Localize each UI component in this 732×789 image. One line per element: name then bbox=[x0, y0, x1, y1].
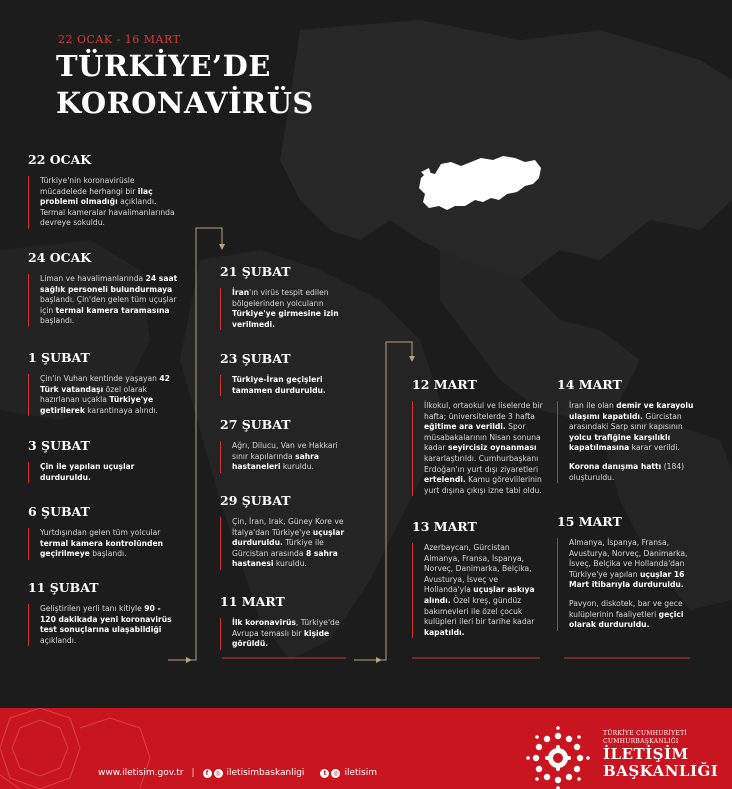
event-date: 23 ŞUBAT bbox=[220, 351, 291, 366]
event-body bbox=[412, 401, 552, 496]
event-body bbox=[28, 528, 178, 560]
org-subtitle bbox=[603, 730, 687, 746]
org-name-line-1: İLETİŞİM bbox=[603, 745, 689, 763]
event-date: 12 MART bbox=[412, 377, 477, 392]
event-date: 6 ŞUBAT bbox=[28, 504, 90, 519]
event-date: 21 ŞUBAT bbox=[220, 264, 291, 279]
facebook-icon[interactable]: f bbox=[203, 769, 212, 778]
instagram-icon[interactable]: ◎ bbox=[333, 769, 339, 777]
event-text: Çin ile yapılan uçuşlar durduruldu. bbox=[40, 462, 135, 482]
event-text: Almanya, İspanya, Fransa, Avusturya, Norveç, Danimarka, İsveç, Belçika ve Hollanda'dan Türkiye'ye yapılan uçuşlar 16 Mart itibarıyla durduruldu. bbox=[569, 538, 688, 590]
event-22-ocak bbox=[28, 152, 178, 229]
event-text: Türkiye-İran geçişleri tamamen durduruldu. bbox=[232, 375, 326, 395]
event-23-subat bbox=[220, 351, 355, 396]
event-date: 11 ŞUBAT bbox=[28, 580, 99, 595]
website-link[interactable]: www.iletisim.gov.tr bbox=[98, 768, 184, 778]
event-15-mart bbox=[557, 514, 697, 631]
org-top-line-2: CUMHURBAŞKANLIĞI bbox=[603, 738, 679, 745]
event-body bbox=[28, 374, 178, 416]
event-21-subat bbox=[220, 264, 355, 330]
event-text: Korona danışma hattı (184) oluşturuldu. bbox=[569, 461, 685, 482]
event-text: Çin'in Vuhan kentinde yaşayan 42 Türk vatandaşı özel olarak hazırlanan uçakla Türkiye'ye getirilerek karantinaya alındı. bbox=[40, 374, 170, 415]
event-date: 24 OCAK bbox=[28, 250, 92, 265]
event-date: 14 MART bbox=[557, 377, 622, 392]
event-body bbox=[28, 462, 178, 483]
event-body bbox=[220, 441, 355, 473]
event-text: İran'ın virüs tespit edilen bölgelerinden yolcuların Türkiye'ye girmesine izin verilmedi. bbox=[232, 288, 339, 329]
title-line-1: TÜRKİYE’DE bbox=[56, 49, 271, 83]
separator: | bbox=[191, 768, 195, 778]
event-body bbox=[28, 176, 178, 229]
event-text: İlkokul, ortaokul ve liselerde bir hafta; üniversitelerde 3 hafta eğitime ara verildi. Spor müsabakalarının Nisan sonuna kadar seyircisiz oynanması kararlaştırıldı. Cumhurbaşkanı Erdoğan'ın yurt dışı ziyaretleri ertelendi. Kamu görevlilerinin yurt dışına çıkışı izne tabi oldu. bbox=[424, 401, 543, 495]
event-text: Türkiye'nin koronavirüsle mücadelede herhangi bir ilaç problemi olmadığı açıklandı. Termal kameralar havalimanlarında devreye sokuldu. bbox=[40, 176, 175, 228]
date-range: 22 OCAK - 16 MART bbox=[58, 33, 181, 46]
event-date: 13 MART bbox=[412, 519, 477, 534]
event-body bbox=[220, 288, 355, 330]
social-handle-2[interactable]: iletisim bbox=[344, 768, 377, 778]
event-text: İran ile olan demir ve karayolu ulaşımı kapatıldı. Gürcistan arasındaki Sarp sınır kapısının yolcu trafiğine karşılıklı kapatılmasına karar verildi. bbox=[569, 401, 694, 453]
event-3-subat bbox=[28, 438, 178, 483]
org-name bbox=[603, 746, 718, 780]
event-body bbox=[220, 375, 355, 396]
event-body bbox=[28, 274, 178, 327]
event-text: Liman ve havalimanlarında 24 saat sağlık personeli bulundurmaya başlandı. Çin'den gelen tüm uçuşlar için termal kamera taramasına başlandı. bbox=[40, 274, 178, 326]
footer-bar bbox=[0, 708, 732, 789]
event-24-ocak bbox=[28, 250, 178, 327]
event-1-subat bbox=[28, 350, 178, 416]
event-13-mart bbox=[412, 519, 547, 638]
event-text: Azerbaycan, Gürcistan Almanya, Fransa, İspanya, Norveç, Danimarka, Belçika, Avusturya, İsveç ve Hollanda'yla uçuşlar askıya alındı. Özel kreş, gündüz bakımevleri ile özel çocuk kulüpleri ileri bir tarihe kadar kapatıldı. bbox=[424, 543, 535, 637]
event-text: İlk koronavirüs, Türkiye'de Avrupa temaslı bir kişide görüldü. bbox=[232, 618, 340, 649]
event-6-subat bbox=[28, 504, 178, 560]
instagram-icon[interactable]: ◎ bbox=[215, 769, 221, 777]
star-crescent-logo-icon bbox=[526, 726, 590, 789]
event-29-subat bbox=[220, 493, 360, 570]
event-date: 29 ŞUBAT bbox=[220, 493, 291, 508]
event-date: 11 MART bbox=[220, 594, 285, 609]
event-text: Pavyon, diskotek, bar ve gece kulüplerinin faaliyetleri geçici olarak durduruldu. bbox=[569, 598, 684, 630]
event-date: 27 ŞUBAT bbox=[220, 417, 291, 432]
event-body bbox=[412, 543, 547, 638]
event-body bbox=[220, 517, 360, 570]
title-line-2: KORONAVİRÜS bbox=[56, 86, 314, 120]
event-27-subat bbox=[220, 417, 355, 473]
event-11-subat bbox=[28, 580, 178, 646]
org-top-line-1: TÜRKİYE CUMHURİYETİ bbox=[603, 730, 688, 737]
twitter-icon[interactable]: t bbox=[320, 769, 329, 778]
event-body bbox=[220, 618, 355, 650]
footer-links bbox=[98, 768, 377, 778]
event-body bbox=[557, 401, 697, 483]
event-body bbox=[28, 604, 178, 646]
event-text: Yurtdışından gelen tüm yolcular termal kamera kontrolünden geçirilmeye başlandı. bbox=[40, 528, 164, 559]
social-handle-1[interactable]: iletisimbaskanligi bbox=[226, 768, 305, 778]
event-date: 15 MART bbox=[557, 514, 622, 529]
event-text: Geliştirilen yerli tanı kitiyle 90 - 120 dakikada yeni koronavirüs test sonuçlarına ulaşabildiği açıklandı. bbox=[40, 604, 172, 645]
event-date: 3 ŞUBAT bbox=[28, 438, 90, 453]
event-text: Çin, İran, Irak, Güney Kore ve İtalya'dan Türkiye'ye uçuşlar durduruldu. Türkiye ile Gürcistan arasında 8 sahra hastanesi kuruldu. bbox=[232, 517, 345, 569]
event-14-mart bbox=[557, 377, 697, 483]
event-text: Ağrı, Dilucu, Van ve Hakkari sınır kapılarında sahra hastaneleri kuruldu. bbox=[232, 441, 338, 472]
event-date: 22 OCAK bbox=[28, 152, 92, 167]
org-name-line-2: BAŞKANLIĞI bbox=[603, 762, 719, 780]
event-date: 1 ŞUBAT bbox=[28, 350, 90, 365]
event-11-mart bbox=[220, 594, 355, 650]
event-body bbox=[557, 538, 697, 631]
event-12-mart bbox=[412, 377, 552, 496]
